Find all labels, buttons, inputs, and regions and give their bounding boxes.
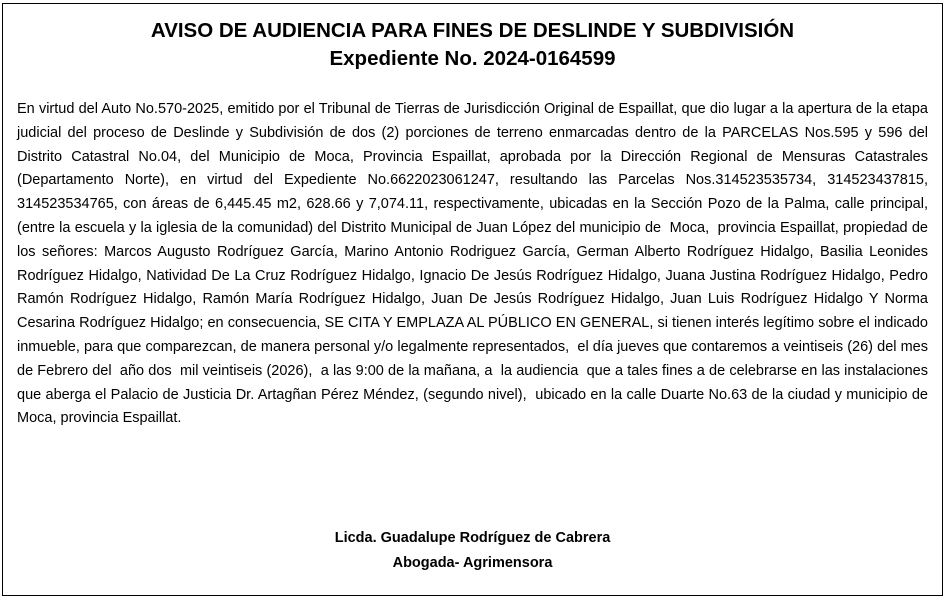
notice-frame bbox=[2, 3, 943, 596]
case-number: Expediente No. 2024-0164599 bbox=[329, 47, 616, 70]
signatory-role: Abogada- Agrimensora bbox=[392, 555, 553, 571]
notice-title: AVISO DE AUDIENCIA PARA FINES DE DESLINDE Y SUBDIVISIÓN bbox=[150, 19, 795, 42]
signatory-name: Licda. Guadalupe Rodríguez de Cabrera bbox=[334, 530, 611, 546]
notice-body: En virtud del Auto No.570-2025, emitido por el Tribunal de Tierras de Jurisdicción Original de Espaillat, que dio lugar a la apertura de la etapa judicial del proceso de Deslinde y Subdivisión de dos (2) porciones de terreno enmarcadas dentro de la PARCELAS Nos.595 y 596 del Distrito Catastral No.04, del Municipio de Moca, Provincia Espaillat, aprobada por la Dirección Regional de Mensuras Catastrales (Departamento Norte), en virtud del Expediente No.6622023061247, resultando las Parcelas Nos.314523535734, 314523437815, 314523534765, con áreas de 6,445.45 m2, 628.66 y 7,074.11, respectivamente, ubicadas en la Sección Pozo de la Palma, calle principal, (entre la escuela y la iglesia de la comunidad) del Distrito Municipal de Juan López del municipio de Moca, provincia Espaillat, propiedad de los señores: Marcos Augusto Rodríguez García, Marino Antonio Rodriguez García, German Alberto Rodríguez Hidalgo, Basilia Leonides Rodríguez Hidalgo, Natividad De La Cruz Rodríguez Hidalgo, Ignacio De Jesús Rodríguez Hidalgo, Juana Justina Rodríguez Hidalgo, Pedro Ramón Rodríguez Hidalgo, Ramón María Rodríguez Hidalgo, Juan De Jesús Rodríguez Hidalgo, Juan Luis Rodríguez Hidalgo Y Norma Cesarina Rodríguez Hidalgo; en consecuencia, SE CITA Y EMPLAZA AL PÚBLICO EN GENERAL, si tienen interés legítimo sobre el indicado inmueble, para que comparezcan, de manera personal y/o legalmente representados, el día jueves que contaremos a veintiseis (26) del mes de Febrero del año dos mil veintiseis (2026), a las 9:00 de la mañana, a la audiencia que a tales fines a de celebrarse en las instalaciones que aberga el Palacio de Justicia Dr. Artagñan Pérez Méndez, (segundo nivel), ubicado en la calle Duarte No.63 de la ciudad y municipio de Moca, provincia Espaillat. bbox=[17, 101, 933, 427]
